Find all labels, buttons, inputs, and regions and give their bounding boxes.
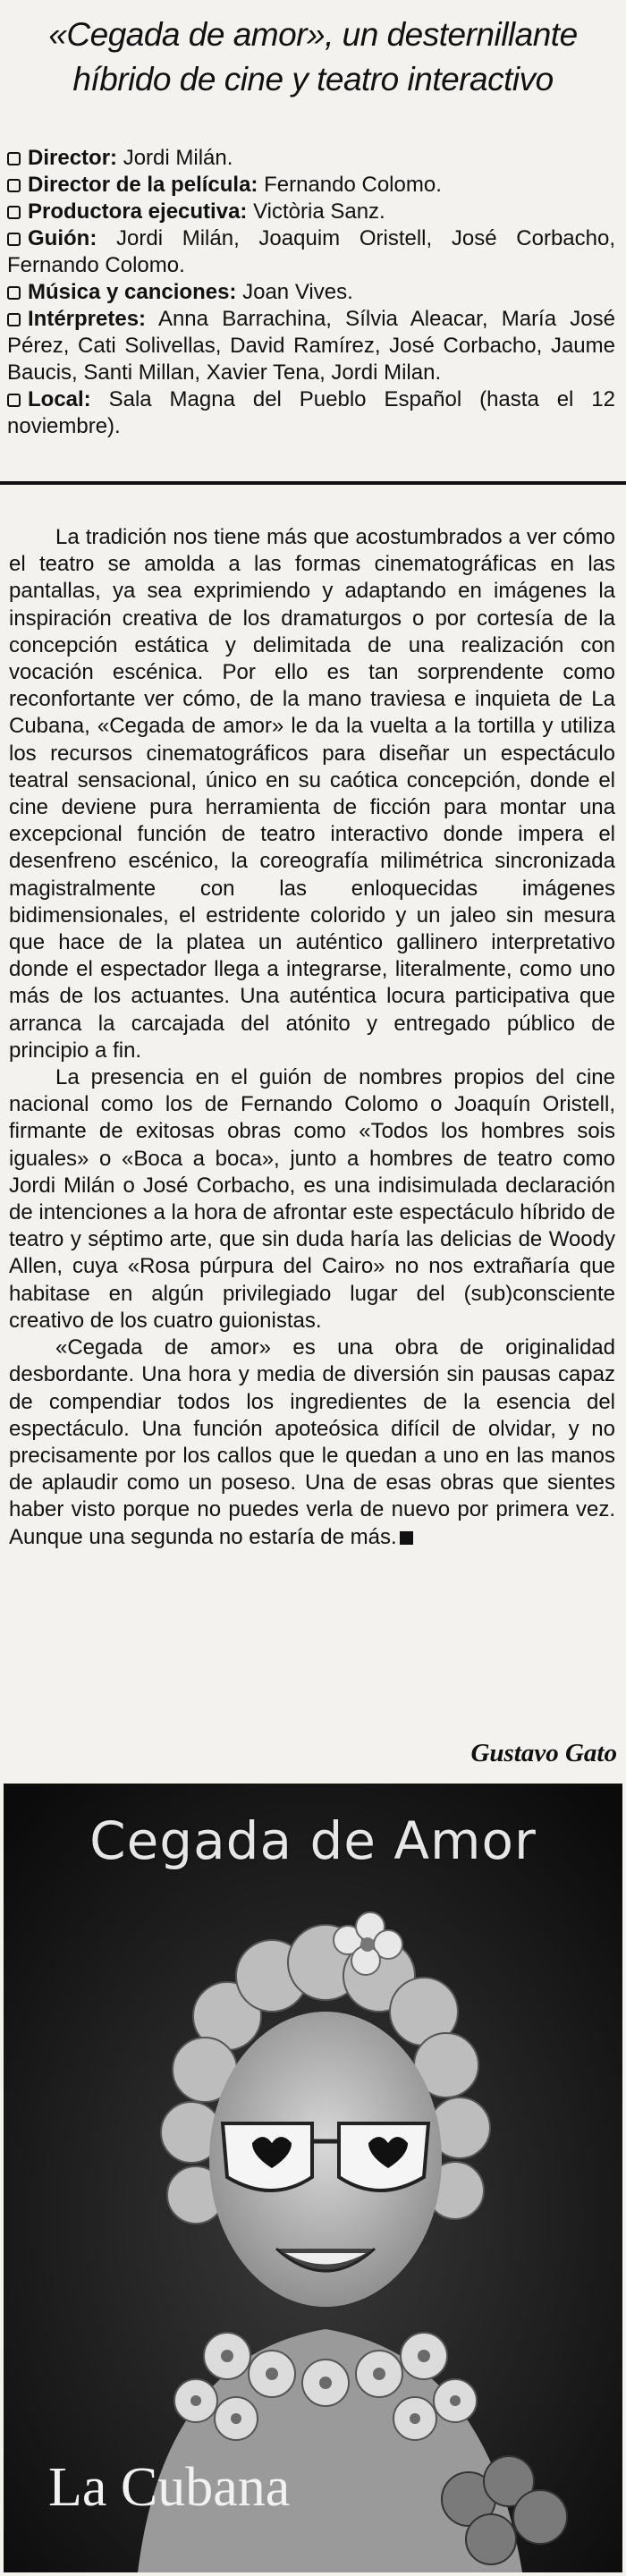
credit-script: Guión: Jordi Milán, Joaquim Oristell, José Corbacho, Fernando Colomo.	[7, 226, 615, 277]
checkbox-icon	[7, 233, 21, 246]
checkbox-icon	[7, 313, 21, 326]
article-paragraph-1: La tradición nos tiene más que acostumbrados a ver cómo el teatro se amolda a las formas cinematográficas en las pantallas, ya sea exprimiendo y adaptando en imágenes la inspiración creativa de los dramaturgos o por cortesía de la concepción estática y delimitada de una realización con vocación escénica. Por ello es tan sorprendente como reconfortante ver cómo, de la mano traviesa e inquieta de La Cubana, «Cegada de amor» le da la vuelta a la tortilla y utiliza los recursos cinematográficos para diseñar un espectáculo teatral sensacional, único en su caótica concepción, donde el cine deviene pura herramienta de ficción para montar una excepcional función de teatro interactivo donde impera el desenfreno escénico, la coreografía milimétrica sincronizada magistralmente con las enloquecidas imágenes bidimensionales, el estridente colorido y un jaleo sin mesura que hace de la platea un auténtico gallinero interpretativo donde el espectador llega a integrarse, literalmente, como uno más de los actuantes. Una auténtica locura participativa que arranca la carcajada del atónito y entregado público de principio a fin.	[9, 525, 615, 1063]
credit-director: Director: Jordi Milán.	[7, 145, 615, 172]
credit-venue: Local: Sala Magna del Pueblo Español (hasta el 12 noviembre).	[7, 387, 615, 438]
checkbox-icon	[7, 206, 21, 219]
poster-logo: La Cubana	[48, 2457, 291, 2518]
headline-line-2: híbrido de cine y teatro interactivo	[72, 61, 554, 97]
headline	[0, 13, 626, 102]
article-paragraph-2: La presencia en el guión de nombres propios del cine nacional como los de Fernando Colomo o Joaquín Oristell, firmante de exitosas obras como «Todos los hombres sois iguales» o «Boca a boca», junto a hombres de teatro como Jordi Milán o José Corbacho, es una indisimulada declaración de intenciones a la hora de afrontar este espectáculo híbrido de teatro y séptimo arte, que sin duda haría las delicias de Woody Allen, cuya «Rosa púrpura del Cairo» no nos extrañaría que habitase en algún privilegiado lugar del (sub)consciente creativo de los cuatro guionistas.	[9, 1065, 615, 1333]
poster-image	[4, 1784, 622, 2572]
credit-film-director: Director de la película: Fernando Colomo.	[7, 172, 615, 199]
checkbox-icon	[7, 394, 21, 407]
checkbox-icon	[7, 152, 21, 165]
credit-cast: Intérpretes: Anna Barrachina, Sílvia Aleacar, María José Pérez, Cati Solivellas, David Ramírez, José Corbacho, Jaume Baucis, Santi Millan, Xavier Tena, Jordi Milan.	[7, 307, 615, 385]
end-mark-icon	[400, 1531, 413, 1545]
headline-line-1: «Cegada de amor», un desternillante	[48, 16, 578, 53]
checkbox-icon	[7, 286, 21, 300]
checkbox-icon	[7, 179, 21, 192]
poster-title: Cegada de Amor	[89, 1810, 537, 1871]
section-divider	[0, 481, 626, 485]
poster-illustration	[4, 1784, 622, 2572]
byline: Gustavo Gato	[470, 1739, 617, 1767]
article-paragraph-3: «Cegada de amor» es una obra de originalidad desbordante. Una hora y media de diversión sin pausas capaz de compendiar todos los ingredientes de la esencia del espectáculo. Una función apoteósica difícil de olvidar, y no precisamente por los callos que le quedan a uno en las manos de aplaudir como un poseso. Una de esas obras que sientes haber visto porque no puedes verla de nuevo por primera vez. Aunque una segunda no estaría de más.	[9, 1335, 615, 1549]
article-body	[9, 524, 615, 1551]
credits-list	[7, 145, 615, 440]
credit-executive-producer: Productora ejecutiva: Victòria Sanz.	[7, 199, 615, 225]
credit-music: Música y canciones: Joan Vives.	[7, 279, 615, 306]
